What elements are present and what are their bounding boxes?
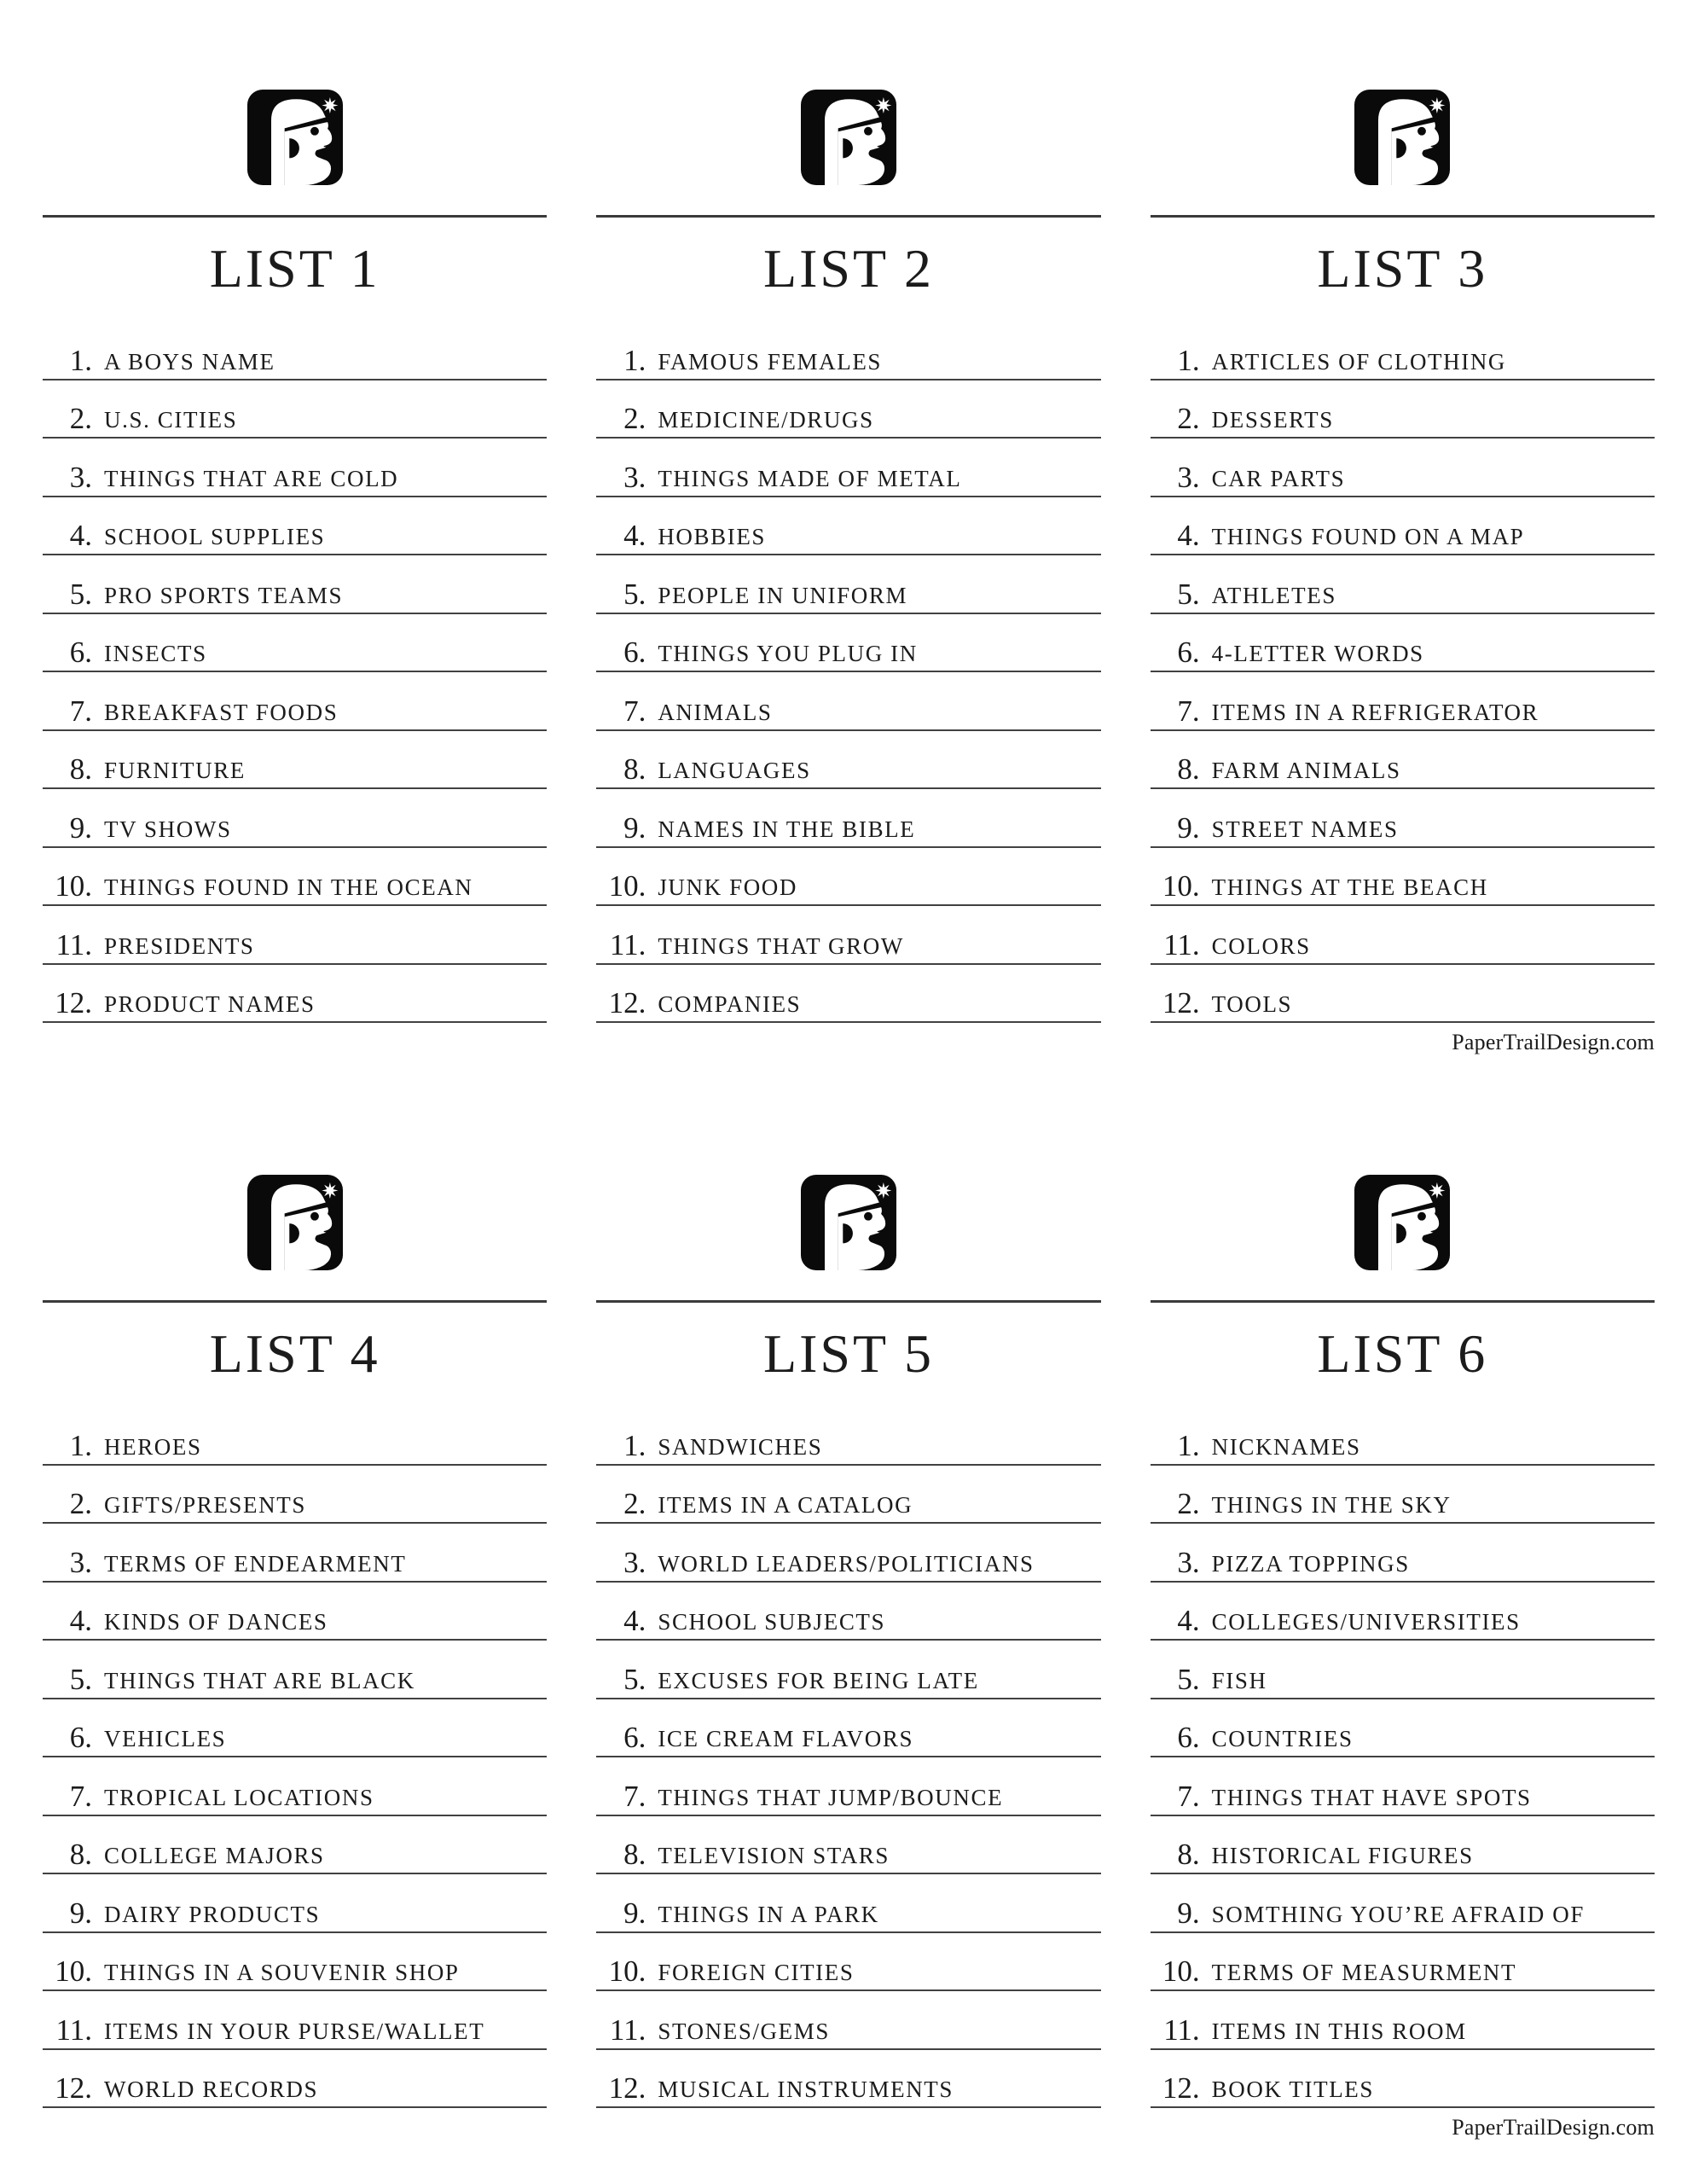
list-card	[1151, 0, 1655, 1085]
item-number: 2.	[623, 1487, 646, 1520]
item-number: 1.	[69, 1428, 92, 1462]
item-number: 9.	[1177, 1896, 1200, 1930]
scattergories-face-icon	[1354, 1173, 1450, 1272]
list-card	[596, 1085, 1100, 2170]
item-number: 12.	[1162, 986, 1200, 1019]
list-item	[43, 965, 547, 1024]
list-item	[596, 1816, 1100, 1875]
item-category-label: ICE CREAM FLAVORS	[658, 1728, 914, 1751]
item-number: 2.	[69, 402, 92, 435]
item-number: 4.	[1177, 1604, 1200, 1637]
list-item	[596, 2050, 1100, 2109]
item-number: 10.	[55, 1955, 92, 1988]
list-item	[43, 789, 547, 848]
item-category-label: WORLD RECORDS	[104, 2078, 319, 2101]
item-number: 4.	[69, 519, 92, 552]
list-item	[596, 555, 1100, 614]
header-divider	[43, 1300, 547, 1303]
list-item	[596, 497, 1100, 556]
item-category-label: COLLEGES/UNIVERSITIES	[1211, 1611, 1521, 1634]
item-category-label: THINGS IN A SOUVENIR SHOP	[104, 1961, 460, 1984]
item-category-label: LANGUAGES	[658, 759, 811, 782]
scattergories-face-icon	[1354, 88, 1450, 187]
item-number: 6.	[623, 1721, 646, 1754]
list-item	[596, 1583, 1100, 1641]
list-title: LIST 1	[209, 238, 380, 299]
item-category-label: STONES/GEMS	[658, 2019, 830, 2043]
list-item	[1151, 1816, 1655, 1875]
item-number: 5.	[623, 1662, 646, 1696]
item-category-label: COLLEGE MAJORS	[104, 1844, 325, 1867]
list-item	[596, 1757, 1100, 1816]
scattergories-face-logo	[801, 88, 896, 187]
list-item	[43, 672, 547, 731]
item-category-label: SCHOOL SUBJECTS	[658, 1611, 886, 1634]
scattergories-face-icon	[801, 1173, 896, 1272]
item-category-label: COLORS	[1211, 934, 1311, 958]
item-number: 1.	[1177, 1428, 1200, 1462]
bottom-section	[0, 1085, 1687, 2170]
list-item	[43, 1641, 547, 1699]
list-item	[596, 1991, 1100, 2050]
list-title: LIST 5	[763, 1323, 934, 1384]
header-divider	[1151, 215, 1655, 218]
item-number: 6.	[1177, 1721, 1200, 1754]
item-number: 10.	[1162, 869, 1200, 903]
item-category-label: TELEVISION STARS	[658, 1844, 890, 1867]
list-item	[596, 1466, 1100, 1525]
item-number: 8.	[623, 752, 646, 786]
item-number: 8.	[623, 1838, 646, 1871]
item-category-label: THINGS THAT ARE BLACK	[104, 1669, 415, 1693]
list-item	[43, 1699, 547, 1758]
scattergories-face-logo	[247, 88, 343, 187]
item-category-label: INSECTS	[104, 642, 207, 665]
item-category-label: ARTICLES OF CLOTHING	[1211, 350, 1507, 374]
list-item	[43, 1466, 547, 1525]
scattergories-face-icon	[247, 88, 343, 187]
site-credit: PaperTrailDesign.com	[1452, 1030, 1655, 1054]
item-number: 7.	[69, 1779, 92, 1813]
item-number: 12.	[608, 986, 646, 1019]
list-item	[596, 1524, 1100, 1583]
item-category-label: U.S. CITIES	[104, 409, 238, 432]
item-category-label: THINGS FOUND ON A MAP	[1211, 526, 1525, 549]
item-number: 10.	[1162, 1955, 1200, 1988]
list-item	[43, 1524, 547, 1583]
list-item	[43, 848, 547, 907]
item-number: 3.	[1177, 1545, 1200, 1579]
item-category-label: HISTORICAL FIGURES	[1211, 1844, 1474, 1867]
header-divider	[1151, 1300, 1655, 1303]
top-section	[0, 0, 1687, 1085]
list-item	[1151, 848, 1655, 907]
item-category-label: FARM ANIMALS	[1211, 759, 1401, 782]
item-category-label: TERMS OF ENDEARMENT	[104, 1552, 407, 1576]
list-item	[1151, 906, 1655, 965]
list-item	[1151, 1524, 1655, 1583]
item-number: 12.	[55, 986, 92, 1019]
list-item	[596, 1699, 1100, 1758]
list-card	[596, 0, 1100, 1085]
item-number: 3.	[69, 1545, 92, 1579]
list-title: LIST 2	[763, 238, 934, 299]
scattergories-face-icon	[801, 88, 896, 187]
item-category-label: ITEMS IN YOUR PURSE/WALLET	[104, 2019, 485, 2043]
item-category-label: COMPANIES	[658, 993, 802, 1016]
list-item	[1151, 1757, 1655, 1816]
list-item	[1151, 1466, 1655, 1525]
item-number: 5.	[623, 577, 646, 611]
item-category-label: TERMS OF MEASURMENT	[1211, 1961, 1517, 1984]
list-item	[43, 1757, 547, 1816]
list-item	[596, 1641, 1100, 1699]
category-list	[596, 322, 1100, 1023]
item-category-label: THINGS THAT JUMP/BOUNCE	[658, 1786, 1004, 1809]
item-number: 9.	[623, 810, 646, 845]
list-item	[596, 380, 1100, 439]
item-category-label: A BOYS NAME	[104, 350, 275, 374]
list-item	[1151, 789, 1655, 848]
list-item	[596, 965, 1100, 1024]
item-category-label: BOOK TITLES	[1211, 2078, 1375, 2101]
item-number: 12.	[55, 2071, 92, 2105]
item-number: 7.	[69, 694, 92, 728]
item-category-label: FISH	[1211, 1669, 1267, 1693]
item-number: 10.	[608, 869, 646, 903]
list-item	[1151, 322, 1655, 380]
item-number: 9.	[69, 810, 92, 845]
list-item	[43, 380, 547, 439]
item-category-label: TV SHOWS	[104, 817, 232, 841]
item-category-label: ANIMALS	[658, 700, 773, 724]
list-item	[1151, 672, 1655, 731]
list-item	[1151, 2050, 1655, 2109]
item-category-label: NICKNAMES	[1211, 1435, 1361, 1459]
item-category-label: KINDS OF DANCES	[104, 1611, 328, 1634]
list-item	[1151, 614, 1655, 673]
item-category-label: THINGS IN A PARK	[658, 1902, 879, 1926]
item-number: 3.	[69, 460, 92, 494]
list-item	[1151, 1407, 1655, 1466]
category-list	[1151, 322, 1655, 1023]
list-item	[1151, 380, 1655, 439]
list-item	[1151, 439, 1655, 497]
item-category-label: WORLD LEADERS/POLITICIANS	[658, 1552, 1035, 1576]
list-item	[43, 322, 547, 380]
item-number: 11.	[1163, 927, 1200, 961]
list-item	[596, 731, 1100, 790]
list-item	[43, 1991, 547, 2050]
item-category-label: FAMOUS FEMALES	[658, 350, 883, 374]
item-number: 2.	[1177, 1487, 1200, 1520]
item-category-label: GIFTS/PRESENTS	[104, 1494, 306, 1517]
item-number: 1.	[623, 343, 646, 377]
item-number: 3.	[1177, 460, 1200, 494]
item-category-label: PIZZA TOPPINGS	[1211, 1552, 1410, 1576]
item-number: 12.	[1162, 2071, 1200, 2105]
item-category-label: DESSERTS	[1211, 409, 1334, 432]
item-category-label: THINGS THAT GROW	[658, 934, 904, 958]
item-number: 8.	[1177, 1838, 1200, 1871]
item-category-label: JUNK FOOD	[658, 876, 797, 899]
item-category-label: 4-LETTER WORDS	[1211, 642, 1424, 665]
list-item	[596, 906, 1100, 965]
list-title: LIST 6	[1317, 1323, 1488, 1384]
item-number: 5.	[69, 1662, 92, 1696]
category-list	[1151, 1407, 1655, 2108]
item-number: 2.	[69, 1487, 92, 1520]
item-category-label: SOMTHING YOU’RE AFRAID OF	[1211, 1902, 1585, 1926]
item-number: 7.	[1177, 694, 1200, 728]
list-item	[1151, 1583, 1655, 1641]
item-category-label: PRESIDENTS	[104, 934, 255, 958]
list-title: LIST 3	[1317, 238, 1488, 299]
header-divider	[596, 1300, 1100, 1303]
item-number: 4.	[623, 1604, 646, 1637]
category-list	[43, 322, 547, 1023]
header-divider	[43, 215, 547, 218]
item-number: 5.	[1177, 1662, 1200, 1696]
item-number: 4.	[69, 1604, 92, 1637]
list-item	[596, 848, 1100, 907]
item-number: 4.	[1177, 519, 1200, 552]
item-number: 8.	[69, 1838, 92, 1871]
item-number: 9.	[69, 1896, 92, 1930]
item-number: 5.	[1177, 577, 1200, 611]
item-number: 9.	[623, 1896, 646, 1930]
list-item	[596, 672, 1100, 731]
item-category-label: MUSICAL INSTRUMENTS	[658, 2078, 954, 2101]
item-category-label: SCHOOL SUPPLIES	[104, 526, 326, 549]
list-item	[43, 555, 547, 614]
scattergories-face-logo	[1354, 1173, 1450, 1272]
list-item	[43, 906, 547, 965]
list-item	[1151, 555, 1655, 614]
item-category-label: NAMES IN THE BIBLE	[658, 817, 916, 841]
item-number: 11.	[55, 927, 92, 961]
item-number: 5.	[69, 577, 92, 611]
item-category-label: ITEMS IN A CATALOG	[658, 1494, 913, 1517]
list-item	[1151, 1641, 1655, 1699]
item-category-label: TROPICAL LOCATIONS	[104, 1786, 374, 1809]
list-item	[596, 614, 1100, 673]
item-category-label: PRO SPORTS TEAMS	[104, 584, 344, 607]
list-card	[1151, 1085, 1655, 2170]
item-number: 11.	[609, 2013, 646, 2047]
item-category-label: HOBBIES	[658, 526, 767, 549]
item-category-label: CAR PARTS	[1211, 467, 1346, 491]
item-number: 9.	[1177, 810, 1200, 845]
list-item	[43, 1816, 547, 1875]
list-item	[596, 322, 1100, 380]
item-number: 8.	[1177, 752, 1200, 786]
list-item	[1151, 1933, 1655, 1992]
item-category-label: THINGS AT THE BEACH	[1211, 876, 1488, 899]
list-item	[43, 439, 547, 497]
list-item	[43, 497, 547, 556]
item-category-label: SANDWICHES	[658, 1435, 823, 1459]
list-item	[596, 1874, 1100, 1933]
site-credit: PaperTrailDesign.com	[1452, 2115, 1655, 2140]
item-number: 6.	[69, 1721, 92, 1754]
list-title: LIST 4	[209, 1323, 380, 1384]
item-number: 6.	[1177, 636, 1200, 669]
item-number: 10.	[608, 1955, 646, 1988]
item-category-label: MEDICINE/DRUGS	[658, 409, 874, 432]
list-item	[1151, 1874, 1655, 1933]
category-list	[596, 1407, 1100, 2108]
item-number: 12.	[608, 2071, 646, 2105]
item-category-label: THINGS THAT ARE COLD	[104, 467, 399, 491]
item-number: 11.	[55, 2013, 92, 2047]
item-category-label: HEROES	[104, 1435, 202, 1459]
item-number: 8.	[69, 752, 92, 786]
item-category-label: EXCUSES FOR BEING LATE	[658, 1669, 979, 1693]
list-card	[43, 0, 547, 1085]
item-category-label: STREET NAMES	[1211, 817, 1399, 841]
list-item	[43, 1933, 547, 1992]
item-category-label: DAIRY PRODUCTS	[104, 1902, 321, 1926]
list-item	[1151, 1991, 1655, 2050]
list-item	[43, 731, 547, 790]
category-list	[43, 1407, 547, 2108]
list-item	[596, 789, 1100, 848]
list-item	[43, 2050, 547, 2109]
item-number: 2.	[1177, 402, 1200, 435]
list-item	[43, 614, 547, 673]
list-item	[596, 1407, 1100, 1466]
list-item	[1151, 965, 1655, 1024]
item-number: 2.	[623, 402, 646, 435]
item-category-label: BREAKFAST FOODS	[104, 700, 339, 724]
item-category-label: ITEMS IN THIS ROOM	[1211, 2019, 1467, 2043]
list-item	[1151, 1699, 1655, 1758]
item-category-label: THINGS THAT HAVE SPOTS	[1211, 1786, 1532, 1809]
item-category-label: ATHLETES	[1211, 584, 1336, 607]
list-item	[596, 1933, 1100, 1992]
list-item	[1151, 731, 1655, 790]
item-category-label: PEOPLE IN UNIFORM	[658, 584, 908, 607]
item-category-label: COUNTRIES	[1211, 1728, 1354, 1751]
header-divider	[596, 215, 1100, 218]
scattergories-face-icon	[247, 1173, 343, 1272]
item-number: 7.	[623, 1779, 646, 1813]
item-number: 1.	[1177, 343, 1200, 377]
list-item	[43, 1407, 547, 1466]
list-item	[1151, 497, 1655, 556]
item-number: 6.	[623, 636, 646, 669]
item-category-label: THINGS YOU PLUG IN	[658, 642, 918, 665]
list-card	[43, 1085, 547, 2170]
item-number: 7.	[1177, 1779, 1200, 1813]
item-category-label: VEHICLES	[104, 1728, 227, 1751]
scattergories-face-logo	[1354, 88, 1450, 187]
item-number: 3.	[623, 1545, 646, 1579]
list-item	[43, 1874, 547, 1933]
list-item	[596, 439, 1100, 497]
item-number: 10.	[55, 869, 92, 903]
item-number: 4.	[623, 519, 646, 552]
item-number: 11.	[609, 927, 646, 961]
item-category-label: FOREIGN CITIES	[658, 1961, 855, 1984]
item-category-label: ITEMS IN A REFRIGERATOR	[1211, 700, 1539, 724]
item-number: 7.	[623, 694, 646, 728]
item-number: 6.	[69, 636, 92, 669]
item-number: 3.	[623, 460, 646, 494]
item-number: 11.	[1163, 2013, 1200, 2047]
item-category-label: THINGS FOUND IN THE OCEAN	[104, 876, 473, 899]
item-number: 1.	[69, 343, 92, 377]
scattergories-face-logo	[801, 1173, 896, 1272]
list-item	[43, 1583, 547, 1641]
item-number: 1.	[623, 1428, 646, 1462]
item-category-label: THINGS MADE OF METAL	[658, 467, 962, 491]
scattergories-face-logo	[247, 1173, 343, 1272]
item-category-label: PRODUCT NAMES	[104, 993, 316, 1016]
item-category-label: TOOLS	[1211, 993, 1293, 1016]
item-category-label: FURNITURE	[104, 759, 246, 782]
item-category-label: THINGS IN THE SKY	[1211, 1494, 1452, 1517]
